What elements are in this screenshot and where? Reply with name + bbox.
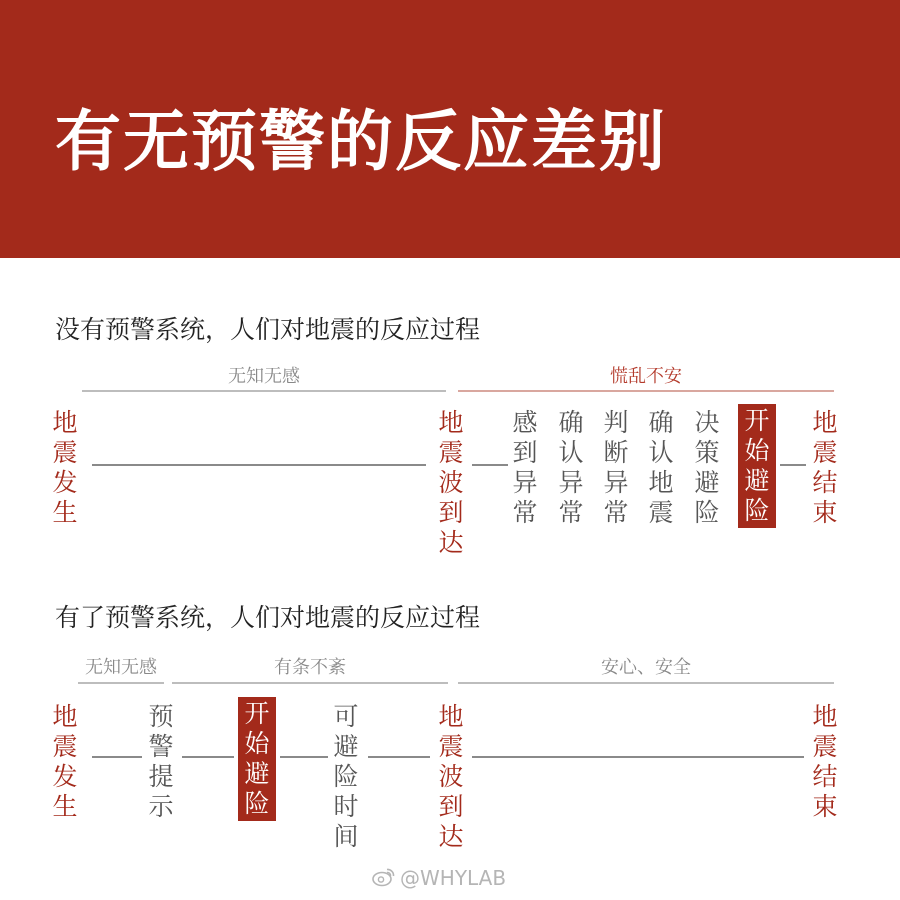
section1-title: 没有预警系统，人们对地震的反应过程 [55,315,481,344]
header-banner [0,0,900,258]
section2-phase-2-label: 有条不紊 [274,657,346,678]
section2-warning-alert: 预警提示 [148,702,174,821]
section1-connector-2 [472,464,508,466]
section2-connector-5 [472,756,804,758]
section1-phase-left-line [82,390,446,392]
section2-evacuation-time: 可避险时间 [333,702,359,851]
section1-start-evacuation-box: 开始避险 [738,404,776,528]
section1-step-2: 确认异常 [558,408,584,527]
section1-phase-right-line [458,390,834,392]
section1-step-5: 决策避险 [694,408,720,527]
section1-earthquake-end: 地震结束 [812,408,838,527]
page-title: 有无预警的反应差别 [55,103,667,180]
section2-wave-arrival: 地震波到达 [438,702,464,851]
section1-step-1: 感到异常 [512,408,538,527]
section2-earthquake-start: 地震发生 [52,702,78,821]
section1-wave-arrival: 地震波到达 [438,408,464,557]
section1-phase-left-label: 无知无感 [228,366,300,387]
section1-phase-right-label: 慌乱不安 [610,366,682,387]
section2-earthquake-end: 地震结束 [812,702,838,821]
section2-connector-3 [280,756,328,758]
section2-title: 有了预警系统，人们对地震的反应过程 [55,603,481,632]
section2-connector-1 [92,756,142,758]
section1-step-3: 判断异常 [603,408,629,527]
watermark-text: @WHYLAB [400,866,507,890]
section1-step-4: 确认地震 [648,408,674,527]
section2-phase-1-label: 无知无感 [85,657,157,678]
section1-connector-1 [92,464,426,466]
section2-phase-3-line [458,682,834,684]
section2-phase-3-label: 安心、安全 [601,657,691,678]
weibo-icon [372,867,396,892]
section2-connector-4 [368,756,430,758]
section2-connector-2 [182,756,234,758]
section1-earthquake-start: 地震发生 [52,408,78,527]
section2-start-evacuation-box: 开始避险 [238,697,276,821]
watermark [372,866,506,892]
section2-phase-1-line [78,682,164,684]
section2-phase-2-line [172,682,448,684]
section1-connector-3 [780,464,806,466]
